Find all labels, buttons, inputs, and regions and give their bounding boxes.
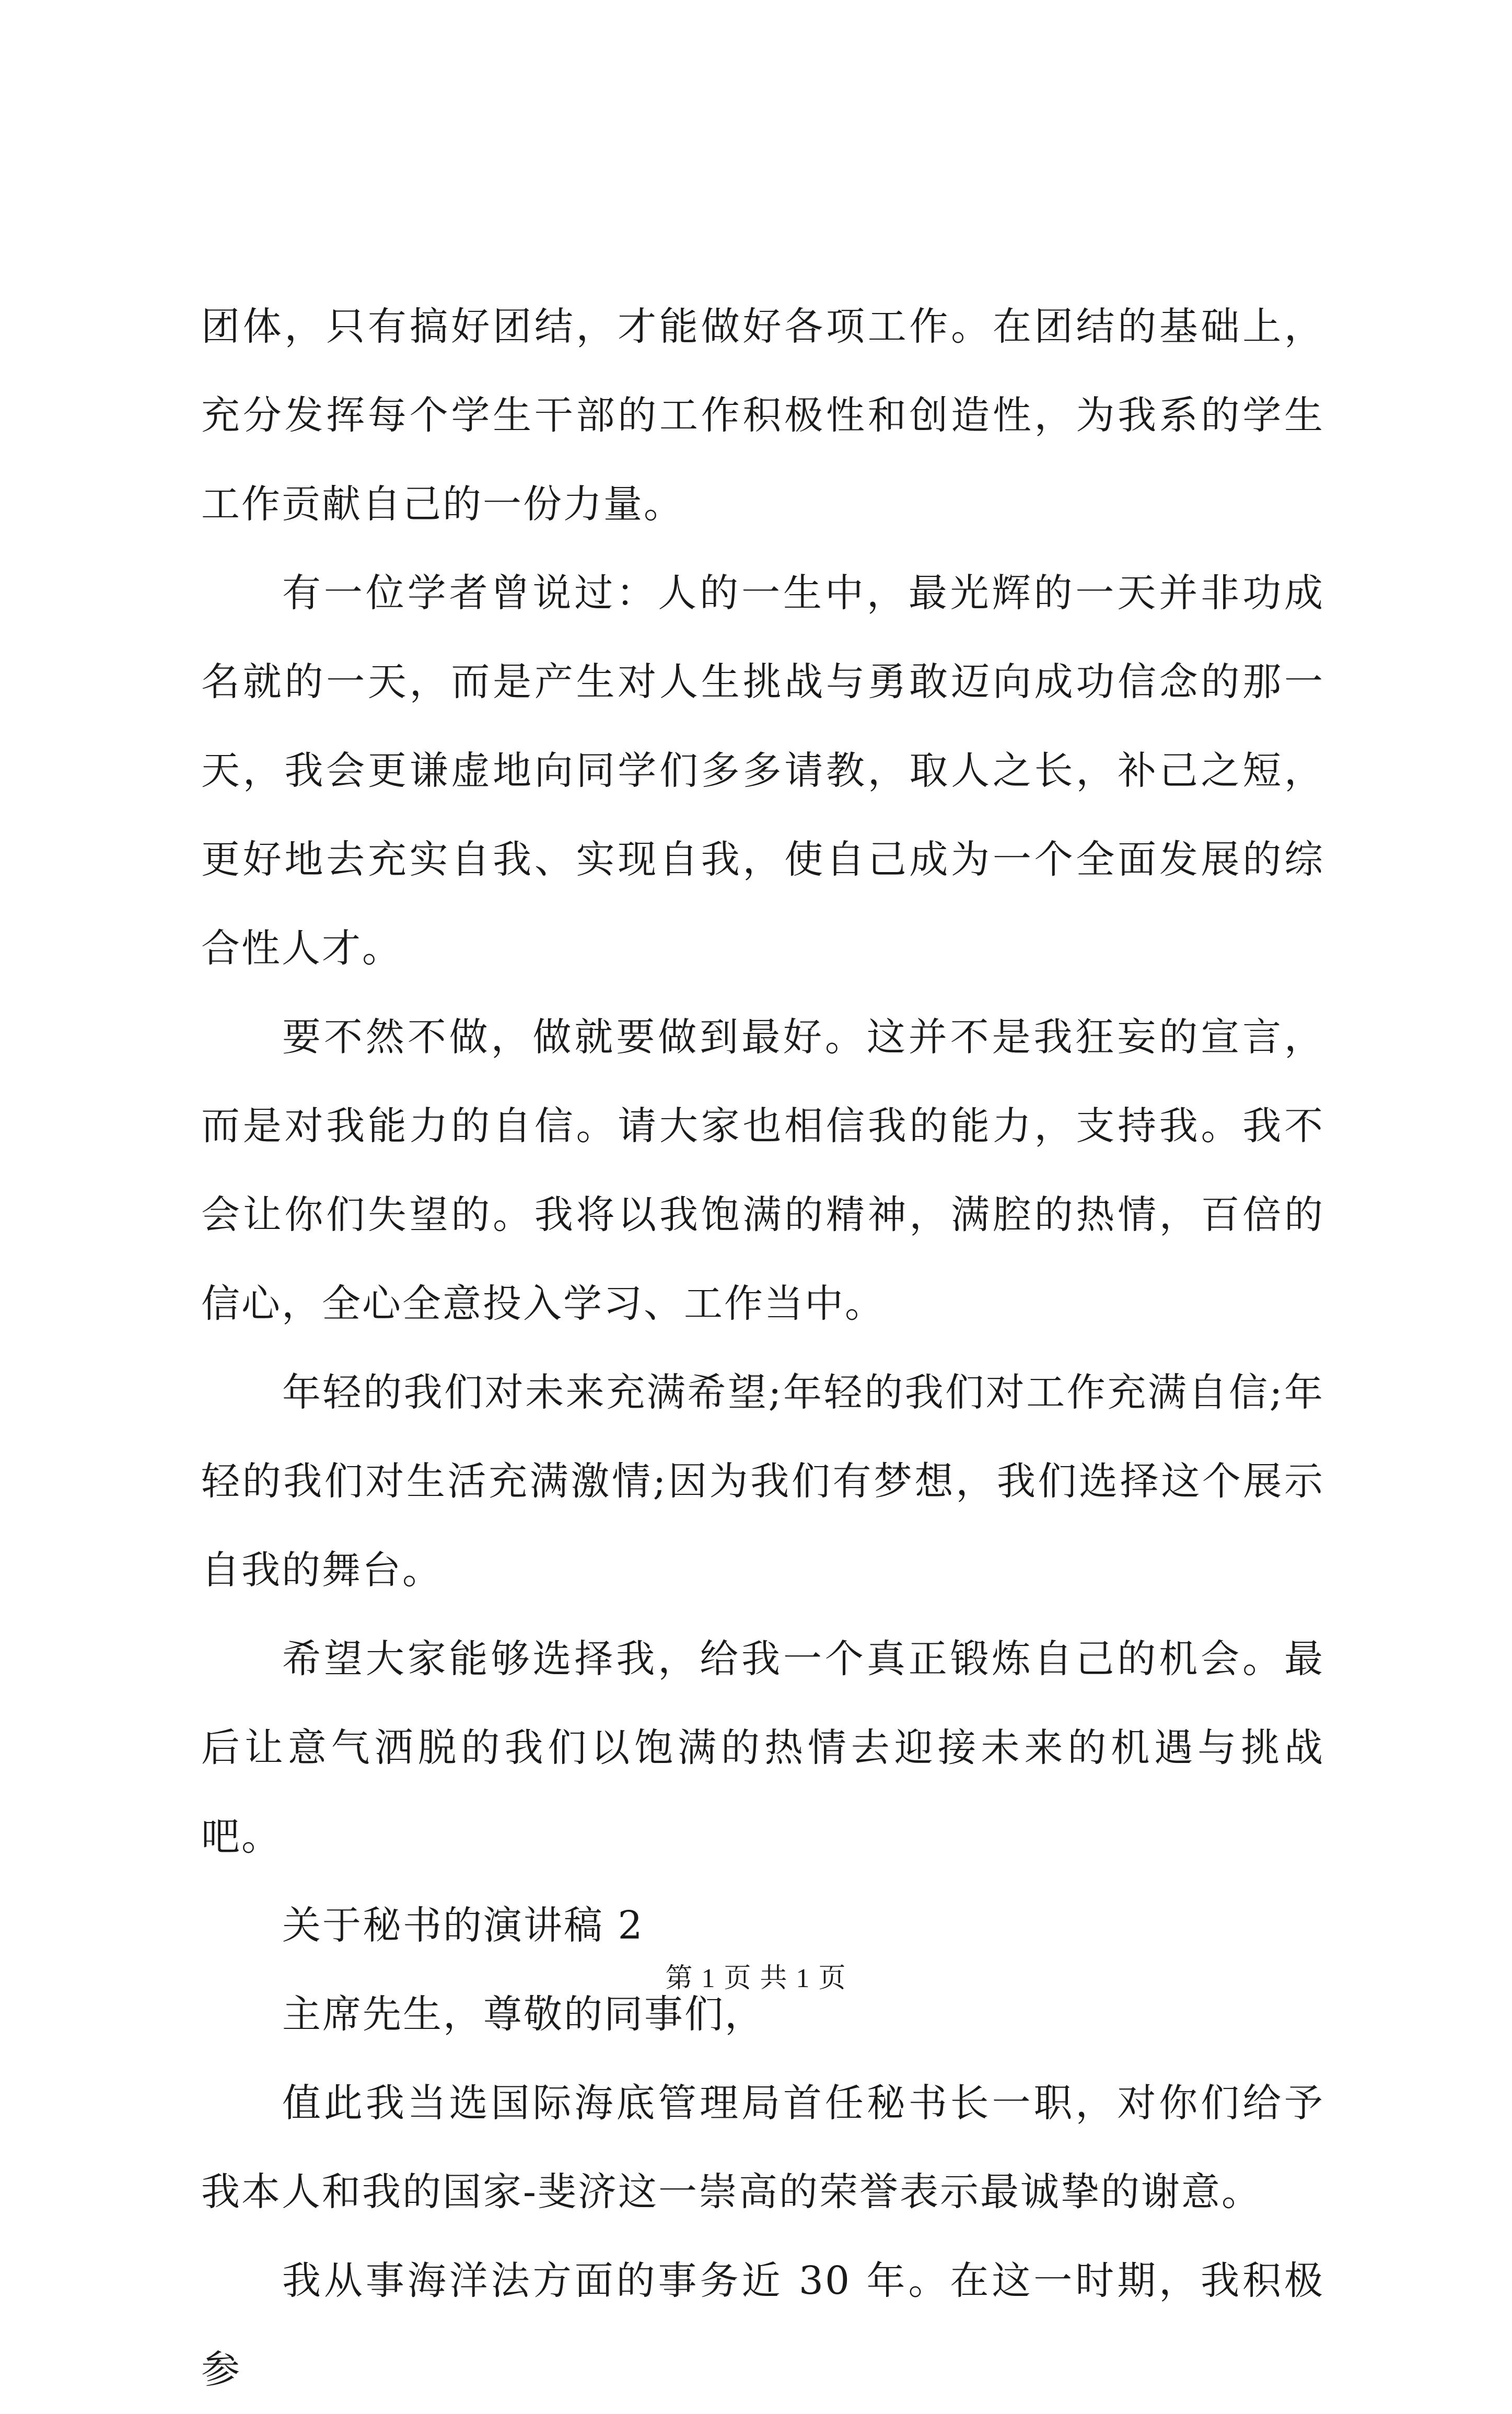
paragraph-continuation: 团体，只有搞好团结，才能做好各项工作。在团结的基础上，充分发挥每个学生干部的工作积极性和创造性，为我系的学生工作贡献自己的一份力量。: [201, 304, 1324, 527]
page-footer: 第 1 页 共 1 页: [665, 1964, 847, 1993]
section-heading: 关于秘书的演讲稿 2: [282, 1903, 644, 1948]
document-body: [201, 282, 1324, 2414]
paragraph-salutation: 主席先生，尊敬的同事们，: [282, 1992, 765, 2037]
paragraph-closing: 希望大家能够选择我，给我一个真正锻炼自己的机会。最后让意气洒脱的我们以饱满的热情去迎接未来的机遇与挑战吧。: [201, 1637, 1324, 1859]
paragraph-experience: 我从事海洋法方面的事务近 30 年。在这一时期，我积极参: [201, 2258, 1324, 2392]
paragraph-thanks: 值此我当选国际海底管理局首任秘书长一职，对你们给予我本人和我的国家-斐济这一崇高的荣誉表示最诚挚的谢意。: [201, 2081, 1324, 2214]
paragraph-scholar-quote: 有一位学者曾说过：人的一生中，最光辉的一天并非功成名就的一天，而是产生对人生挑战与勇敢迈向成功信念的那一天，我会更谦虚地向同学们多多请教，取人之长，补己之短，更好地去充实自我、实现自我，使自己成为一个全面发展的综合性人才。: [201, 571, 1324, 971]
paragraph-youth: 年轻的我们对未来充满希望;年轻的我们对工作充满自信;年轻的我们对生活充满激情;因为我们有梦想，我们选择这个展示自我的舞台。: [201, 1370, 1324, 1593]
paragraph-confidence: 要不然不做，做就要做到最好。这并不是我狂妄的宣言，而是对我能力的自信。请大家也相信我的能力，支持我。我不会让你们失望的。我将以我饱满的精神，满腔的热情，百倍的信心，全心全意投入学习、工作当中。: [201, 1015, 1324, 1326]
